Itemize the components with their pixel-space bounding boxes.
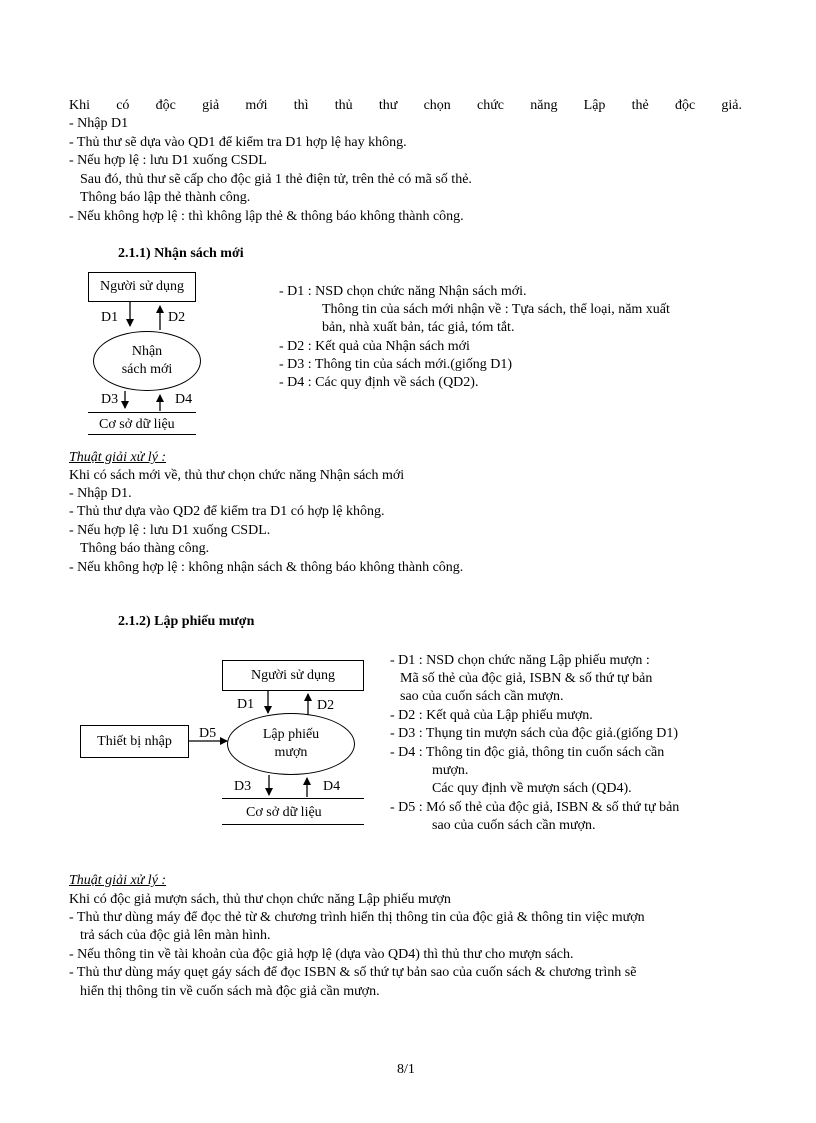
- intro-line-5: Sau đó, thủ thư sẽ cấp cho độc giả 1 thẻ điện tử, trên thẻ có mã số thẻ.: [80, 172, 472, 187]
- note-line: - D3 : Thông tin của sách mới.(giống D1): [279, 357, 513, 372]
- note-line: - D1 : NSD chọn chức năng Nhận sách mới.: [279, 284, 527, 299]
- note-line: sao của cuốn sách cần mượn.: [400, 689, 564, 704]
- flow-label-d2: D2: [168, 310, 186, 325]
- algo-line: Khi có sách mới về, thủ thư chọn chức năng Nhận sách mới: [69, 468, 405, 483]
- note-line: - D2 : Kết quả của Lập phiếu mượn.: [390, 708, 593, 723]
- note-line: - D4 : Thông tin độc giả, thông tin cuốn sách cần: [390, 745, 665, 760]
- algo-line: Khi có độc giả mượn sách, thủ thư chọn chức năng Lập phiếu mượn: [69, 892, 451, 907]
- flow-label-d1: D1: [101, 310, 119, 325]
- flow-label-d2: D2: [317, 698, 335, 713]
- algo-line: hiển thị thông tin về cuốn sách mà độc giả cần mượn.: [80, 984, 380, 999]
- section-heading-nhan-sach-moi: 2.1.1) Nhận sách mới: [118, 246, 244, 261]
- algo-line: trả sách của độc giả lên màn hình.: [80, 928, 271, 943]
- note-line: Thông tin của sách mới nhận về : Tựa sách, thể loại, năm xuất: [322, 302, 670, 317]
- note-line: sao của cuốn sách cần mượn.: [432, 818, 596, 833]
- flow-label-d1: D1: [237, 697, 255, 712]
- db-label: Cơ sở dữ liệu: [99, 417, 175, 432]
- process-label-line2: mượn: [274, 745, 308, 760]
- algo-line: - Nhập D1.: [69, 486, 132, 501]
- flow-label-d4: D4: [323, 779, 341, 794]
- intro-line-7: - Nếu không hợp lệ : thì không lập thẻ & thông báo không thành công.: [69, 209, 464, 224]
- input-device-box: Thiết bị nhập: [80, 725, 189, 758]
- intro-line-6: Thông báo lập thẻ thành công.: [80, 190, 251, 205]
- note-line: Các quy định về mượn sách (QD4).: [432, 781, 632, 796]
- algo-line: - Nếu không hợp lệ : không nhận sách & thông báo không thành công.: [69, 560, 464, 575]
- db-label: Cơ sở dữ liệu: [246, 805, 322, 820]
- algorithm-title-1: Thuật giải xử lý :: [69, 450, 167, 465]
- note-line: - D1 : NSD chọn chức năng Lập phiếu mượn :: [390, 653, 650, 668]
- note-line: - D3 : Thụng tin mượn sách của độc giả.(giống D1): [390, 726, 679, 741]
- flow-label-d3: D3: [101, 392, 119, 407]
- algorithm-title-2: Thuật giải xử lý :: [69, 873, 167, 888]
- intro-line-1: Khi có độc giả mới thì thủ thư chọn chức năng Lập thẻ độc giả.: [69, 98, 742, 113]
- note-line: bản, nhà xuất bản, tác giả, tóm tắt.: [322, 320, 515, 335]
- algo-line: - Thủ thư dùng máy để đọc thẻ từ & chương trình hiển thị thông tin của độc giả & thông tin việc mượn: [69, 910, 645, 925]
- note-line: mượn.: [432, 763, 469, 778]
- note-line: - D4 : Các quy định về sách (QD2).: [279, 375, 479, 390]
- user-box: Người sử dụng: [88, 272, 196, 302]
- note-line: - D5 : Mó số thẻ của độc giả, ISBN & số thứ tự bản: [390, 800, 680, 815]
- note-line: Mã số thẻ của độc giả, ISBN & số thứ tự bản: [400, 671, 653, 686]
- user-box: Người sử dụng: [222, 660, 364, 691]
- process-label-line1: Lập phiếu: [262, 727, 320, 742]
- flow-label-d4: D4: [175, 392, 193, 407]
- page-number: 8/1: [397, 1062, 415, 1077]
- note-line: - D2 : Kết quả của Nhận sách mới: [279, 339, 470, 354]
- section-heading-lap-phieu-muon: 2.1.2) Lập phiếu mượn: [118, 614, 255, 629]
- process-label-line2: sách mới: [121, 362, 173, 377]
- intro-line-2: - Nhập D1: [69, 116, 129, 131]
- flow-label-d3: D3: [234, 779, 252, 794]
- algo-line: - Nếu hợp lệ : lưu D1 xuống CSDL.: [69, 523, 271, 538]
- flow-label-d5: D5: [199, 726, 217, 741]
- process-label-line1: Nhận: [131, 344, 163, 359]
- algo-line: Thông báo thàng công.: [80, 541, 210, 556]
- intro-line-3: - Thủ thư sẽ dựa vào QD1 để kiểm tra D1 hợp lệ hay không.: [69, 135, 407, 150]
- intro-line-4: - Nếu hợp lệ : lưu D1 xuống CSDL: [69, 153, 267, 168]
- algo-line: - Thủ thư dùng máy quẹt gáy sách để đọc ISBN & số thứ tự bản sao của cuốn sách & chương trình sẽ: [69, 965, 637, 980]
- algo-line: - Nếu thông tin về tài khoản của độc giả hợp lệ (dựa vào QD4) thì thủ thư cho mượn sách.: [69, 947, 574, 962]
- algo-line: - Thủ thư dựa vào QD2 để kiểm tra D1 có hợp lệ không.: [69, 504, 385, 519]
